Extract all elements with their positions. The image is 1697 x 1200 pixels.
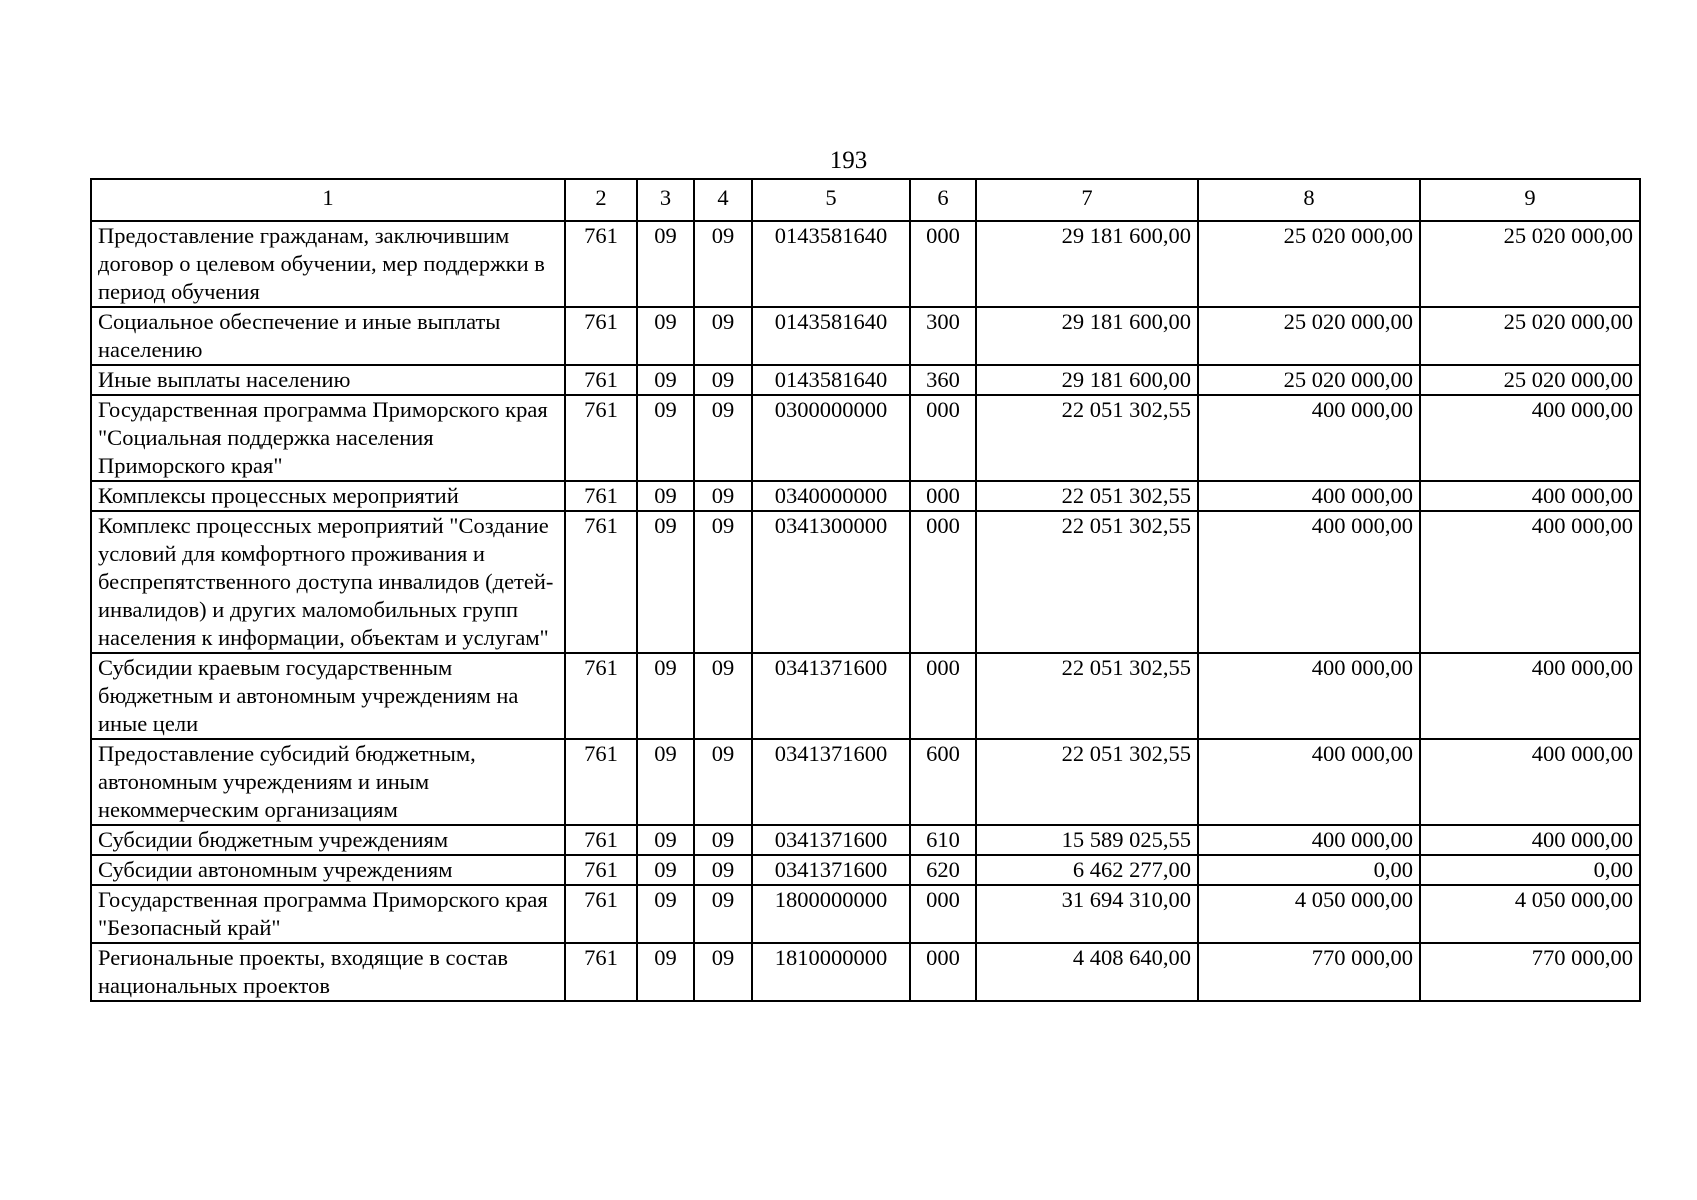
amount-year-1: 4 408 640,00 [976,943,1198,1001]
row-name: Комплексы процессных мероприятий [91,481,565,511]
amount-year-3: 25 020 000,00 [1420,221,1640,307]
subsection-code: 09 [694,221,752,307]
column-number-row [91,179,1640,221]
amount-year-3: 400 000,00 [1420,739,1640,825]
ministry-code: 761 [565,365,637,395]
subsection-code: 09 [694,825,752,855]
ministry-code: 761 [565,943,637,1001]
target-article-code: 0341371600 [752,739,910,825]
amount-year-3: 400 000,00 [1420,653,1640,739]
target-article-code: 0341371600 [752,825,910,855]
amount-year-2: 0,00 [1198,855,1420,885]
amount-year-2: 770 000,00 [1198,943,1420,1001]
amount-year-2: 400 000,00 [1198,653,1420,739]
amount-year-1: 22 051 302,55 [976,395,1198,481]
amount-year-2: 25 020 000,00 [1198,221,1420,307]
amount-year-3: 770 000,00 [1420,943,1640,1001]
target-article-code: 0143581640 [752,365,910,395]
amount-year-2: 4 050 000,00 [1198,885,1420,943]
column-header: 5 [752,179,910,221]
column-header: 9 [1420,179,1640,221]
table-row [91,739,1640,825]
amount-year-3: 25 020 000,00 [1420,365,1640,395]
subsection-code: 09 [694,943,752,1001]
ministry-code: 761 [565,739,637,825]
ministry-code: 761 [565,395,637,481]
section-code: 09 [637,307,694,365]
amount-year-3: 400 000,00 [1420,511,1640,653]
subsection-code: 09 [694,739,752,825]
ministry-code: 761 [565,307,637,365]
subsection-code: 09 [694,653,752,739]
ministry-code: 761 [565,481,637,511]
expense-type-code: 000 [910,885,976,943]
amount-year-1: 22 051 302,55 [976,511,1198,653]
expense-type-code: 000 [910,481,976,511]
subsection-code: 09 [694,481,752,511]
expense-type-code: 000 [910,943,976,1001]
target-article-code: 0143581640 [752,307,910,365]
column-header: 8 [1198,179,1420,221]
amount-year-1: 29 181 600,00 [976,221,1198,307]
column-header: 1 [91,179,565,221]
section-code: 09 [637,653,694,739]
amount-year-2: 400 000,00 [1198,739,1420,825]
table-row [91,221,1640,307]
table-row [91,307,1640,365]
amount-year-2: 400 000,00 [1198,511,1420,653]
subsection-code: 09 [694,307,752,365]
ministry-code: 761 [565,855,637,885]
amount-year-3: 4 050 000,00 [1420,885,1640,943]
amount-year-3: 25 020 000,00 [1420,307,1640,365]
column-header: 3 [637,179,694,221]
target-article-code: 0341371600 [752,653,910,739]
row-name: Предоставление субсидий бюджетным, автономным учреждениям и иным некоммерческим организациям [91,739,565,825]
section-code: 09 [637,825,694,855]
amount-year-2: 400 000,00 [1198,481,1420,511]
expense-type-code: 000 [910,511,976,653]
ministry-code: 761 [565,885,637,943]
expense-type-code: 000 [910,395,976,481]
row-name: Социальное обеспечение и иные выплаты населению [91,307,565,365]
ministry-code: 761 [565,221,637,307]
row-name: Субсидии краевым государственным бюджетным и автономным учреждениям на иные цели [91,653,565,739]
expense-type-code: 360 [910,365,976,395]
section-code: 09 [637,395,694,481]
ministry-code: 761 [565,653,637,739]
amount-year-1: 31 694 310,00 [976,885,1198,943]
column-header: 6 [910,179,976,221]
column-header: 4 [694,179,752,221]
expense-type-code: 000 [910,221,976,307]
section-code: 09 [637,739,694,825]
amount-year-3: 400 000,00 [1420,481,1640,511]
section-code: 09 [637,221,694,307]
row-name: Субсидии бюджетным учреждениям [91,825,565,855]
subsection-code: 09 [694,395,752,481]
column-header: 2 [565,179,637,221]
amount-year-1: 15 589 025,55 [976,825,1198,855]
amount-year-3: 400 000,00 [1420,395,1640,481]
row-name: Субсидии автономным учреждениям [91,855,565,885]
target-article-code: 0300000000 [752,395,910,481]
amount-year-2: 25 020 000,00 [1198,365,1420,395]
expense-type-code: 600 [910,739,976,825]
table-body [91,221,1640,1001]
column-header: 7 [976,179,1198,221]
amount-year-1: 22 051 302,55 [976,481,1198,511]
amount-year-1: 29 181 600,00 [976,307,1198,365]
subsection-code: 09 [694,365,752,395]
table-row [91,511,1640,653]
target-article-code: 0143581640 [752,221,910,307]
amount-year-2: 400 000,00 [1198,825,1420,855]
amount-year-1: 22 051 302,55 [976,653,1198,739]
section-code: 09 [637,943,694,1001]
expense-type-code: 610 [910,825,976,855]
expense-type-code: 620 [910,855,976,885]
target-article-code: 0341371600 [752,855,910,885]
amount-year-1: 29 181 600,00 [976,365,1198,395]
ministry-code: 761 [565,511,637,653]
amount-year-2: 400 000,00 [1198,395,1420,481]
row-name: Иные выплаты населению [91,365,565,395]
table-row [91,825,1640,855]
table-row [91,365,1640,395]
table-row [91,885,1640,943]
target-article-code: 1800000000 [752,885,910,943]
table-row [91,481,1640,511]
subsection-code: 09 [694,855,752,885]
target-article-code: 0340000000 [752,481,910,511]
section-code: 09 [637,481,694,511]
ministry-code: 761 [565,825,637,855]
row-name: Государственная программа Приморского края "Безопасный край" [91,885,565,943]
table-row [91,653,1640,739]
section-code: 09 [637,885,694,943]
subsection-code: 09 [694,511,752,653]
expense-type-code: 000 [910,653,976,739]
amount-year-2: 25 020 000,00 [1198,307,1420,365]
table-row [91,395,1640,481]
table-row [91,855,1640,885]
subsection-code: 09 [694,885,752,943]
table-row [91,943,1640,1001]
target-article-code: 0341300000 [752,511,910,653]
page-number: 193 [829,147,868,174]
amount-year-3: 400 000,00 [1420,825,1640,855]
section-code: 09 [637,365,694,395]
section-code: 09 [637,511,694,653]
row-name: Государственная программа Приморского края "Социальная поддержка населения Приморского края" [91,395,565,481]
row-name: Предоставление гражданам, заключившим договор о целевом обучении, мер поддержки в период обучения [91,221,565,307]
amount-year-3: 0,00 [1420,855,1640,885]
amount-year-1: 22 051 302,55 [976,739,1198,825]
row-name: Региональные проекты, входящие в состав национальных проектов [91,943,565,1001]
row-name: Комплекс процессных мероприятий "Создание условий для комфортного проживания и беспрепятственного доступа инвалидов (детей-инвалидов) и других маломобильных групп населения к информации, объектам и услугам" [91,511,565,653]
amount-year-1: 6 462 277,00 [976,855,1198,885]
target-article-code: 1810000000 [752,943,910,1001]
section-code: 09 [637,855,694,885]
expense-type-code: 300 [910,307,976,365]
budget-table [90,178,1641,1002]
